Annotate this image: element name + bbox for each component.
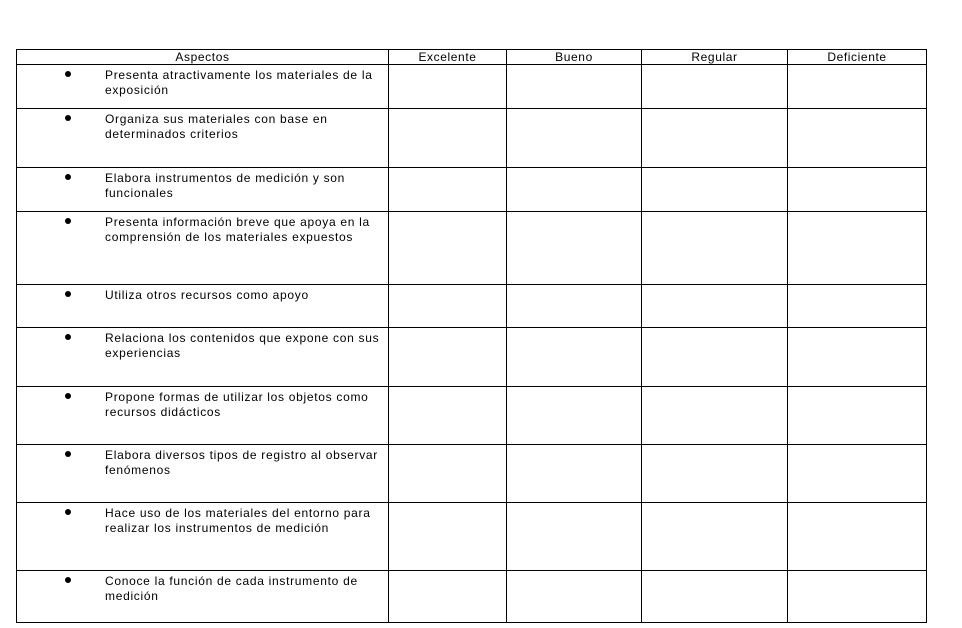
rating-cell-deficiente — [788, 328, 927, 387]
aspect-cell — [17, 212, 389, 285]
aspect-text: Conoce la función de cada instrumento de medición — [105, 574, 358, 603]
aspect-cell — [17, 571, 389, 623]
rating-cell-deficiente — [788, 503, 927, 571]
bullet-icon — [65, 577, 71, 583]
table-row — [17, 328, 927, 387]
rating-cell-deficiente — [788, 445, 927, 503]
rating-cell-excelente — [389, 387, 507, 445]
rating-cell-bueno — [507, 445, 642, 503]
rating-cell-bueno — [507, 65, 642, 109]
aspect-cell — [17, 387, 389, 445]
aspect-text: Presenta información breve que apoya en la comprensión de los materiales expuestos — [105, 215, 370, 244]
aspect-text: Hace uso de los materiales del entorno para realizar los instrumentos de medición — [105, 506, 371, 535]
rating-cell-deficiente — [788, 212, 927, 285]
rating-cell-excelente — [389, 168, 507, 212]
bullet-icon — [65, 393, 71, 399]
rating-cell-bueno — [507, 387, 642, 445]
rating-cell-excelente — [389, 328, 507, 387]
rating-cell-regular — [642, 503, 788, 571]
rating-cell-regular — [642, 445, 788, 503]
bullet-icon — [65, 71, 71, 77]
rating-cell-bueno — [507, 285, 642, 328]
rating-cell-bueno — [507, 503, 642, 571]
rating-cell-deficiente — [788, 285, 927, 328]
rating-cell-excelente — [389, 65, 507, 109]
header-aspectos: Aspectos — [17, 50, 389, 65]
rating-cell-regular — [642, 387, 788, 445]
rating-cell-excelente — [389, 571, 507, 623]
evaluation-rubric-table — [16, 49, 927, 623]
aspect-text: Propone formas de utilizar los objetos como recursos didácticos — [105, 390, 369, 419]
rating-cell-bueno — [507, 212, 642, 285]
aspect-text: Presenta atractivamente los materiales de la exposición — [105, 68, 373, 97]
rating-cell-excelente — [389, 212, 507, 285]
header-regular: Regular — [642, 50, 788, 65]
aspect-cell — [17, 503, 389, 571]
bullet-icon — [65, 291, 71, 297]
rating-cell-excelente — [389, 109, 507, 168]
rating-cell-excelente — [389, 285, 507, 328]
rating-cell-regular — [642, 285, 788, 328]
rating-cell-regular — [642, 328, 788, 387]
table-row — [17, 445, 927, 503]
rating-cell-regular — [642, 168, 788, 212]
bullet-icon — [65, 451, 71, 457]
rating-cell-bueno — [507, 571, 642, 623]
aspect-text: Elabora instrumentos de medición y son funcionales — [105, 171, 346, 200]
aspect-text: Organiza sus materiales con base en determinados criterios — [105, 112, 328, 141]
rating-cell-deficiente — [788, 571, 927, 623]
header-bueno: Bueno — [507, 50, 642, 65]
bullet-icon — [65, 334, 71, 340]
rating-cell-excelente — [389, 503, 507, 571]
header-deficiente: Deficiente — [788, 50, 927, 65]
rating-cell-deficiente — [788, 387, 927, 445]
rating-cell-bueno — [507, 109, 642, 168]
table-row — [17, 212, 927, 285]
rating-cell-bueno — [507, 168, 642, 212]
aspect-cell — [17, 65, 389, 109]
aspect-cell — [17, 328, 389, 387]
table-row — [17, 168, 927, 212]
table-row — [17, 285, 927, 328]
bullet-icon — [65, 174, 71, 180]
aspect-cell — [17, 109, 389, 168]
rating-cell-excelente — [389, 445, 507, 503]
rating-cell-regular — [642, 212, 788, 285]
aspect-cell — [17, 285, 389, 328]
aspect-text: Relaciona los contenidos que expone con sus experiencias — [105, 331, 380, 360]
bullet-icon — [65, 218, 71, 224]
bullet-icon — [65, 115, 71, 121]
rating-cell-deficiente — [788, 109, 927, 168]
rating-cell-bueno — [507, 328, 642, 387]
rating-cell-regular — [642, 109, 788, 168]
aspect-cell — [17, 445, 389, 503]
aspect-text: Utiliza otros recursos como apoyo — [105, 288, 309, 302]
aspect-cell — [17, 168, 389, 212]
header-excelente: Excelente — [389, 50, 507, 65]
table-row — [17, 571, 927, 623]
rating-cell-deficiente — [788, 65, 927, 109]
rating-cell-regular — [642, 65, 788, 109]
table-row — [17, 387, 927, 445]
bullet-icon — [65, 509, 71, 515]
aspect-text: Elabora diversos tipos de registro al observar fenómenos — [105, 448, 378, 477]
rating-cell-deficiente — [788, 168, 927, 212]
header-row — [17, 50, 927, 65]
table-row — [17, 503, 927, 571]
table-row — [17, 65, 927, 109]
table-row — [17, 109, 927, 168]
rating-cell-regular — [642, 571, 788, 623]
